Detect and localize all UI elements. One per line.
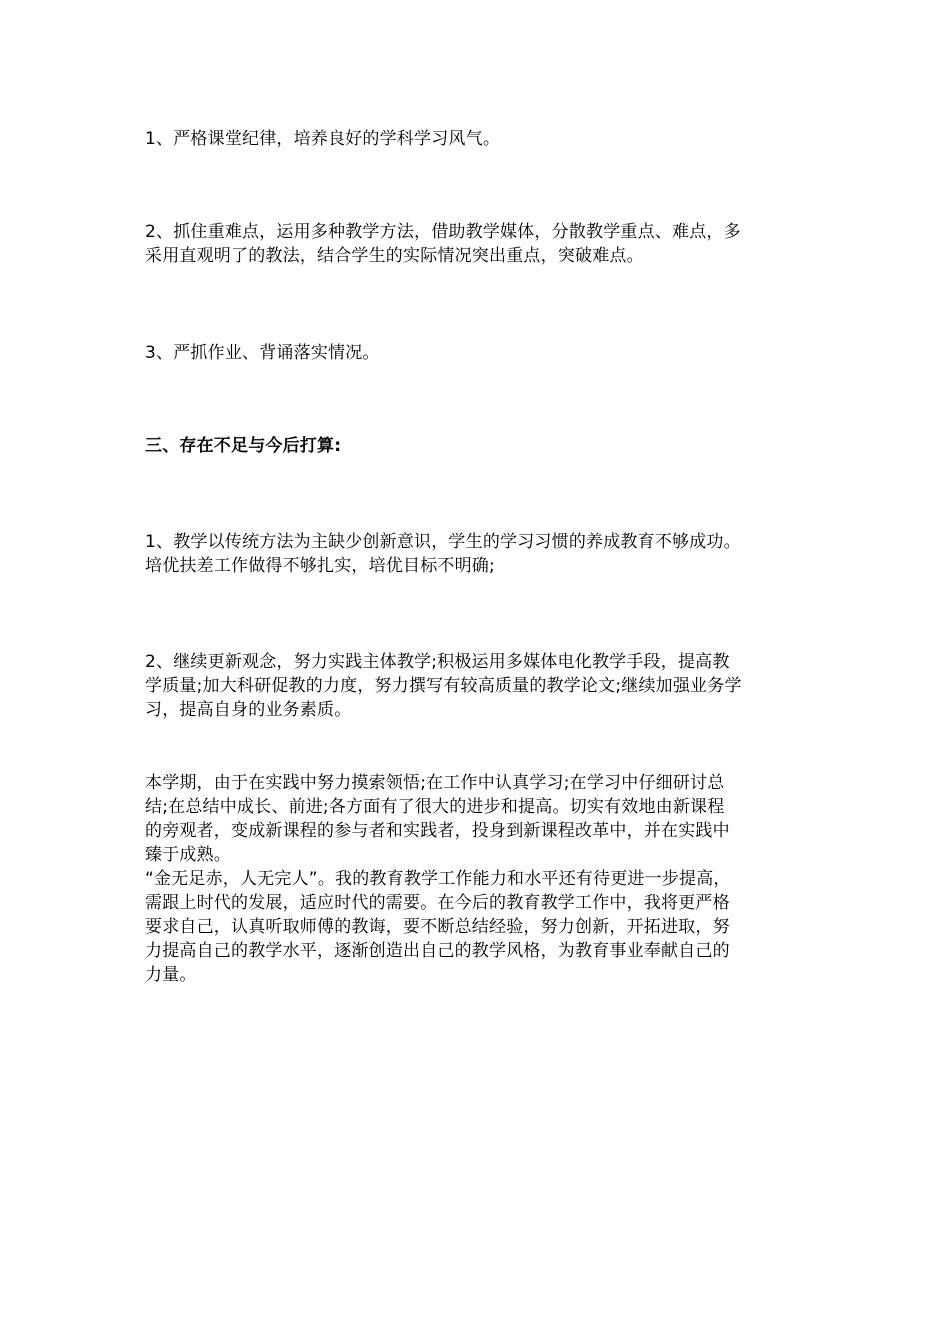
section3-item-1: 1、教学以传统方法为主缺少创新意识，学生的学习习惯的养成教育不够成功。 培优扶差工作做得不够扎实，培优目标不明确; [145, 532, 741, 576]
section2-item-3: 3、严抓作业、背诵落实情况。 [145, 343, 380, 363]
section2-item-1: 1、严格课堂纪律，培养良好的学科学习风气。 [145, 129, 501, 149]
section2-item-2: 2、抓住重难点，运用多种教学方法，借助教学媒体，分散教学重点、难点，多 采用直观明了的教法，结合学生的实际情况突出重点，突破难点。 [145, 222, 741, 266]
section3-heading: 三、存在不足与今后打算: [145, 436, 342, 456]
section3-item-2: 2、继续更新观念，努力实践主体教学;积极运用多媒体电化教学手段，提高教 学质量;加大科研促教的力度，努力撰写有较高质量的教学论文;继续加强业务学 习，提高自身的业务素质。 [145, 652, 742, 720]
summary-paragraph: 本学期，由于在实践中努力摸索领悟;在工作中认真学习;在学习中仔细研讨总 结;在总结中成长、前进;各方面有了很大的进步和提高。切实有效地由新课程 的旁观者，变成新课程的参与者和实践者，投身到新课程改革中，并在实践中 臻于成熟。 “金无足赤，人无完人”。我的教育教学工作能力和水平还有待更进一步提高， 需跟上时代的发展，适应时代的需要。在今后的教育教学工作中，我将更严格 要求自己，认真听取师傅的教诲，要不断总结经验，努力创新，开拓进取，努 力提高自己的教学水平，逐渐创造出自己的教学风格，为教育事业奉献自己的 力量。 [145, 773, 731, 985]
